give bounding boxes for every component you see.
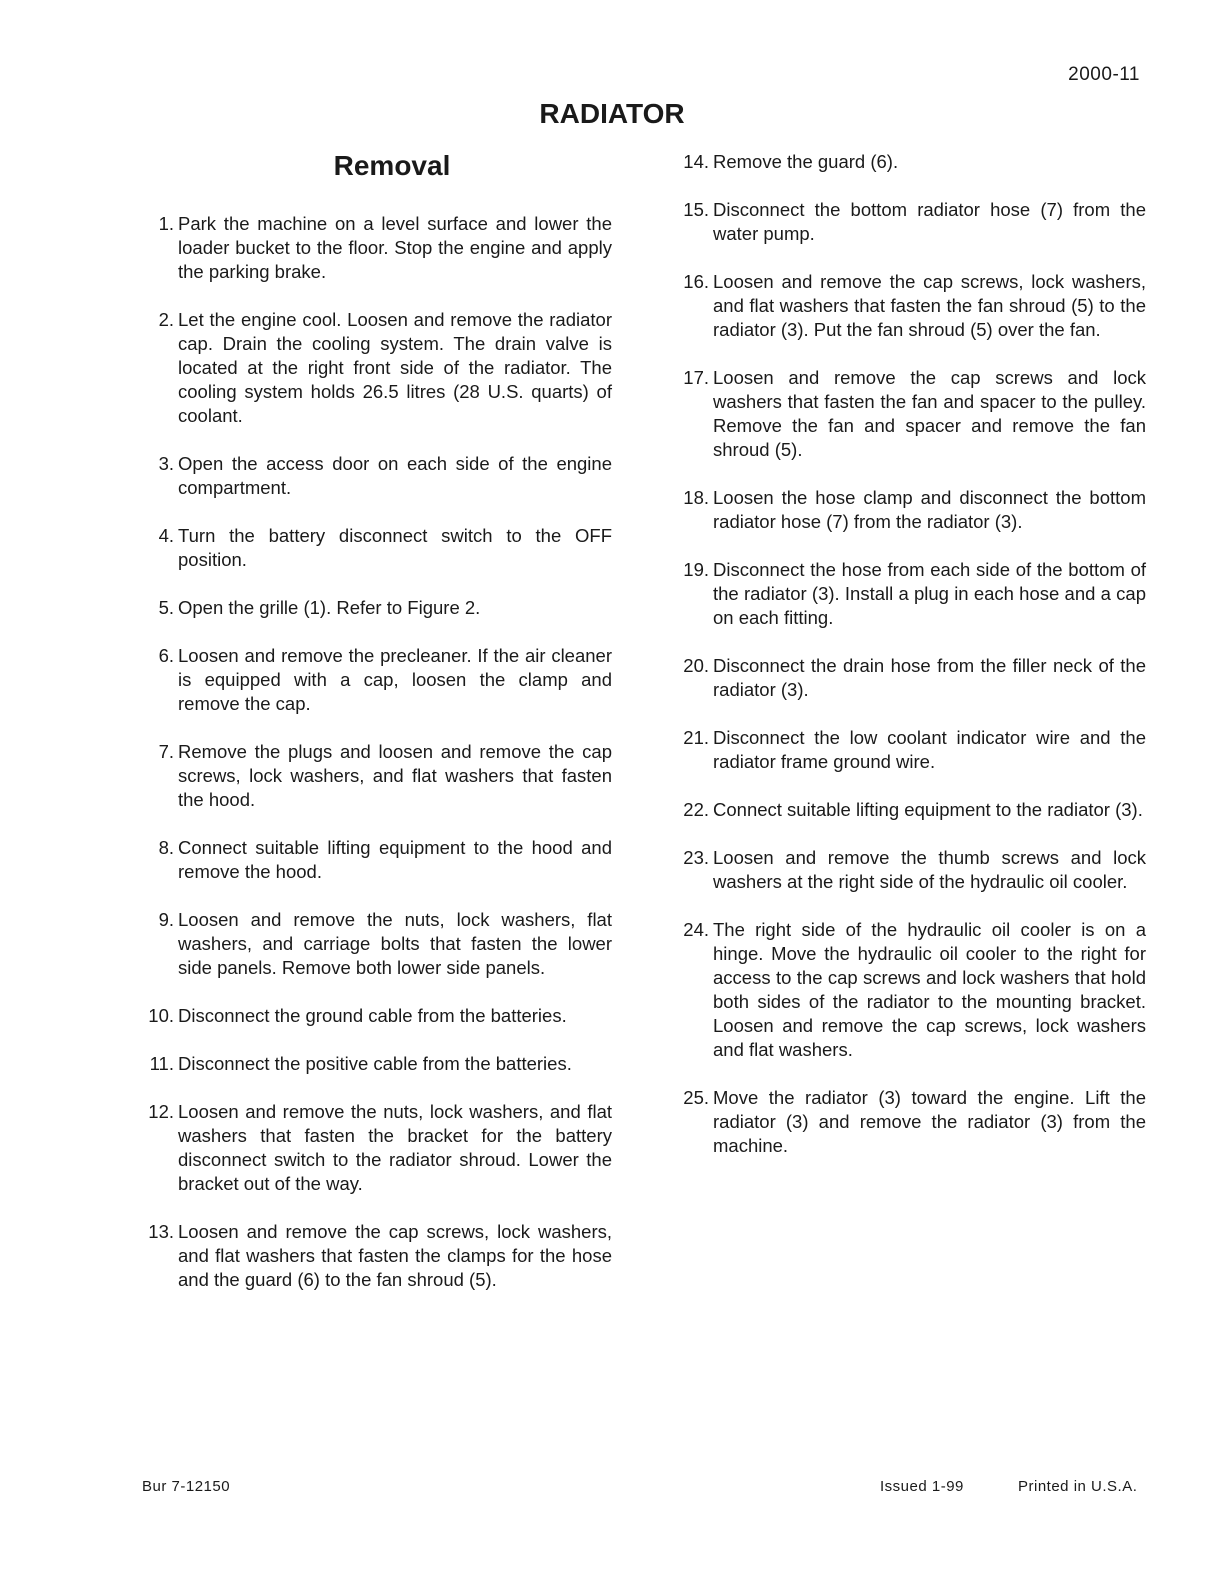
step-number: 13.: [148, 1221, 174, 1242]
step-number: 16.: [683, 271, 709, 292]
step-number: 19.: [683, 559, 709, 580]
step-item: [676, 150, 1146, 174]
step-text: Turn the battery disconnect switch to the OFF position.: [178, 525, 612, 570]
step-text: Loosen and remove the cap screws, lock washers, and flat washers that fasten the fan shroud (5) to the radiator (3). Put the fan shroud (5) over the fan.: [713, 271, 1146, 340]
step-number: 10.: [148, 1005, 174, 1026]
step-item: [676, 726, 1146, 774]
step-item: [142, 740, 612, 812]
step-item: [676, 558, 1146, 630]
step-number: 23.: [683, 847, 709, 868]
step-text: Connect suitable lifting equipment to the hood and remove the hood.: [178, 837, 612, 882]
step-text: Loosen the hose clamp and disconnect the bottom radiator hose (7) from the radiator (3).: [713, 487, 1146, 532]
step-number: 25.: [683, 1087, 709, 1108]
step-number: 22.: [683, 799, 709, 820]
step-text: Loosen and remove the precleaner. If the air cleaner is equipped with a cap, loosen the clamp and remove the cap.: [178, 645, 612, 714]
step-text: Loosen and remove the cap screws and lock washers that fasten the fan and spacer to the pulley. Remove the fan and spacer and remove the fan shroud (5).: [713, 367, 1146, 460]
page-number: 2000-11: [1068, 64, 1140, 85]
step-number: 12.: [148, 1101, 174, 1122]
step-item: [676, 846, 1146, 894]
step-text: Loosen and remove the nuts, lock washers, and flat washers that fasten the bracket for the battery disconnect switch to the radiator shroud. Lower the bracket out of the way.: [178, 1101, 612, 1194]
page-title: RADIATOR: [539, 98, 685, 129]
step-text: Loosen and remove the nuts, lock washers, flat washers, and carriage bolts that fasten the lower side panels. Remove both lower side panels.: [178, 909, 612, 978]
step-number: 14.: [683, 151, 709, 172]
step-number: 3.: [158, 453, 174, 474]
step-number: 20.: [683, 655, 709, 676]
step-item: [142, 644, 612, 716]
step-number: 8.: [158, 837, 174, 858]
footer-printed: Printed in U.S.A.: [1018, 1478, 1138, 1495]
step-text: Remove the plugs and loosen and remove the cap screws, lock washers, and flat washers that fasten the hood.: [178, 741, 612, 810]
step-text: Disconnect the bottom radiator hose (7) from the water pump.: [713, 199, 1146, 244]
step-item: [676, 366, 1146, 462]
step-text: Loosen and remove the cap screws, lock washers, and flat washers that fasten the clamps for the hose and the guard (6) to the fan shroud (5).: [178, 1221, 612, 1290]
step-item: [676, 918, 1146, 1062]
step-text: Loosen and remove the thumb screws and lock washers at the right side of the hydraulic oil cooler.: [713, 847, 1146, 892]
footer-issued: Issued 1-99: [880, 1478, 964, 1495]
step-text: Let the engine cool. Loosen and remove the radiator cap. Drain the cooling system. The drain valve is located at the right front side of the radiator. The cooling system holds 26.5 litres (28 U.S. quarts) of coolant.: [178, 309, 612, 426]
step-text: Disconnect the ground cable from the batteries.: [178, 1005, 567, 1026]
step-number: 1.: [158, 213, 174, 234]
step-number: 9.: [158, 909, 174, 930]
step-item: [676, 486, 1146, 534]
step-number: 7.: [158, 741, 174, 762]
step-number: 15.: [683, 199, 709, 220]
step-item: [142, 836, 612, 884]
step-item: [676, 1086, 1146, 1158]
step-text: Remove the guard (6).: [713, 151, 899, 172]
step-item: [142, 1100, 612, 1196]
step-item: [142, 908, 612, 980]
right-column: [676, 150, 1146, 1182]
step-text: Open the grille (1). Refer to Figure 2.: [178, 597, 481, 618]
step-text: Park the machine on a level surface and lower the loader bucket to the floor. Stop the engine and apply the parking brake.: [178, 213, 612, 282]
step-text: The right side of the hydraulic oil cooler is on a hinge. Move the hydraulic oil cooler to the right for access to the cap screws and lock washers that hold both sides of the radiator to the mounting bracket. Loosen and remove the cap screws, lock washers and flat washers.: [713, 919, 1146, 1060]
step-item: [142, 452, 612, 500]
step-number: 21.: [683, 727, 709, 748]
step-item: [676, 198, 1146, 246]
step-item: [676, 270, 1146, 342]
step-item: [142, 1052, 612, 1076]
step-number: 6.: [158, 645, 174, 666]
step-item: [142, 1004, 612, 1028]
step-number: 24.: [683, 919, 709, 940]
step-number: 17.: [683, 367, 709, 388]
step-text: Connect suitable lifting equipment to the radiator (3).: [713, 799, 1143, 820]
step-item: [142, 212, 612, 284]
steps-list-right: [676, 150, 1146, 1158]
step-text: Disconnect the hose from each side of the bottom of the radiator (3). Install a plug in each hose and a cap on each fitting.: [713, 559, 1146, 628]
step-item: [142, 308, 612, 428]
step-text: Move the radiator (3) toward the engine. Lift the radiator (3) and remove the radiator (3) from the machine.: [713, 1087, 1146, 1156]
footer-doc-id: Bur 7-12150: [142, 1478, 231, 1495]
step-number: 11.: [149, 1053, 174, 1074]
step-text: Open the access door on each side of the engine compartment.: [178, 453, 612, 498]
step-item: [142, 596, 612, 620]
step-text: Disconnect the positive cable from the batteries.: [178, 1053, 572, 1074]
step-item: [676, 798, 1146, 822]
step-text: Disconnect the drain hose from the filler neck of the radiator (3).: [713, 655, 1146, 700]
step-item: [676, 654, 1146, 702]
step-item: [142, 1220, 612, 1292]
step-number: 2.: [158, 309, 174, 330]
step-item: [142, 524, 612, 572]
left-column: [142, 150, 612, 1316]
steps-list-left: [142, 212, 612, 1292]
section-title: Removal: [333, 150, 451, 181]
step-number: 18.: [683, 487, 709, 508]
step-number: 5.: [158, 597, 174, 618]
step-text: Disconnect the low coolant indicator wire and the radiator frame ground wire.: [713, 727, 1146, 772]
step-number: 4.: [158, 525, 174, 546]
